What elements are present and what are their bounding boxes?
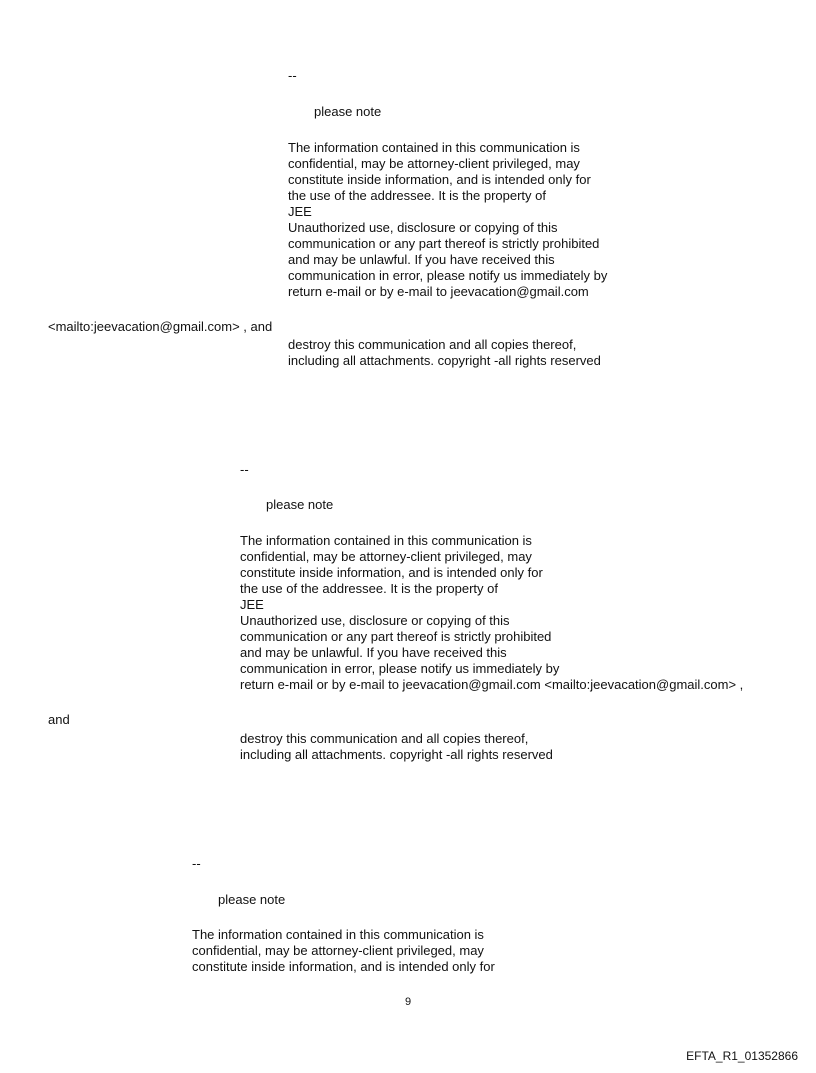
note-heading: please note	[218, 892, 286, 907]
separator-dash: --	[192, 856, 201, 871]
disclaimer-paragraph	[288, 140, 607, 300]
text-line: Unauthorized use, disclosure or copying of this	[240, 613, 510, 628]
page-number: 9	[404, 996, 412, 1008]
note-heading: please note	[266, 497, 334, 512]
text-line: including all attachments. copyright -all rights reserved	[240, 747, 553, 762]
text-line: constitute inside information, and is intended only for	[192, 959, 495, 974]
text-line: communication or any part thereof is strictly prohibited	[240, 629, 552, 644]
text-line: JEE	[288, 204, 312, 219]
text-line: including all attachments. copyright -all rights reserved	[288, 353, 601, 368]
text-line: JEE	[240, 597, 264, 612]
disclaimer-paragraph	[192, 927, 495, 975]
text-line: communication in error, please notify us immediately by	[240, 661, 560, 676]
text-line: confidential, may be attorney-client privileged, may	[240, 549, 532, 564]
text-line: destroy this communication and all copies thereof,	[240, 731, 529, 746]
text-line: constitute inside information, and is intended only for	[288, 172, 591, 187]
text-line: confidential, may be attorney-client privileged, may	[288, 156, 580, 171]
text-line: The information contained in this communication is	[192, 927, 484, 942]
text-line: The information contained in this communication is	[240, 533, 532, 548]
text-line: and may be unlawful. If you have received this	[288, 252, 555, 267]
disclaimer-paragraph-end	[288, 337, 601, 369]
document-id-footer: EFTA_R1_01352866	[686, 1049, 798, 1063]
separator-dash: --	[288, 68, 297, 83]
text-line: constitute inside information, and is intended only for	[240, 565, 543, 580]
separator-dash: --	[240, 462, 249, 477]
text-line: and may be unlawful. If you have received this	[240, 645, 507, 660]
text-line: return e-mail or by e-mail to jeevacation@gmail.com <mailto:jeevacation@gmail.com> ,	[240, 677, 744, 692]
disclaimer-paragraph-end	[240, 731, 553, 763]
disclaimer-paragraph	[240, 533, 743, 693]
text-line: destroy this communication and all copies thereof,	[288, 337, 577, 352]
text-line: the use of the addressee. It is the property of	[288, 188, 546, 203]
note-heading: please note	[314, 104, 382, 119]
text-line: The information contained in this communication is	[288, 140, 580, 155]
text-line: the use of the addressee. It is the property of	[240, 581, 498, 596]
mailto-overflow-line: <mailto:jeevacation@gmail.com> , and	[48, 319, 273, 334]
text-line: communication or any part thereof is strictly prohibited	[288, 236, 600, 251]
and-overflow-line: and	[48, 712, 70, 727]
text-line: return e-mail or by e-mail to jeevacation@gmail.com	[288, 284, 589, 299]
text-line: Unauthorized use, disclosure or copying of this	[288, 220, 558, 235]
text-line: communication in error, please notify us immediately by	[288, 268, 608, 283]
text-line: confidential, may be attorney-client privileged, may	[192, 943, 484, 958]
